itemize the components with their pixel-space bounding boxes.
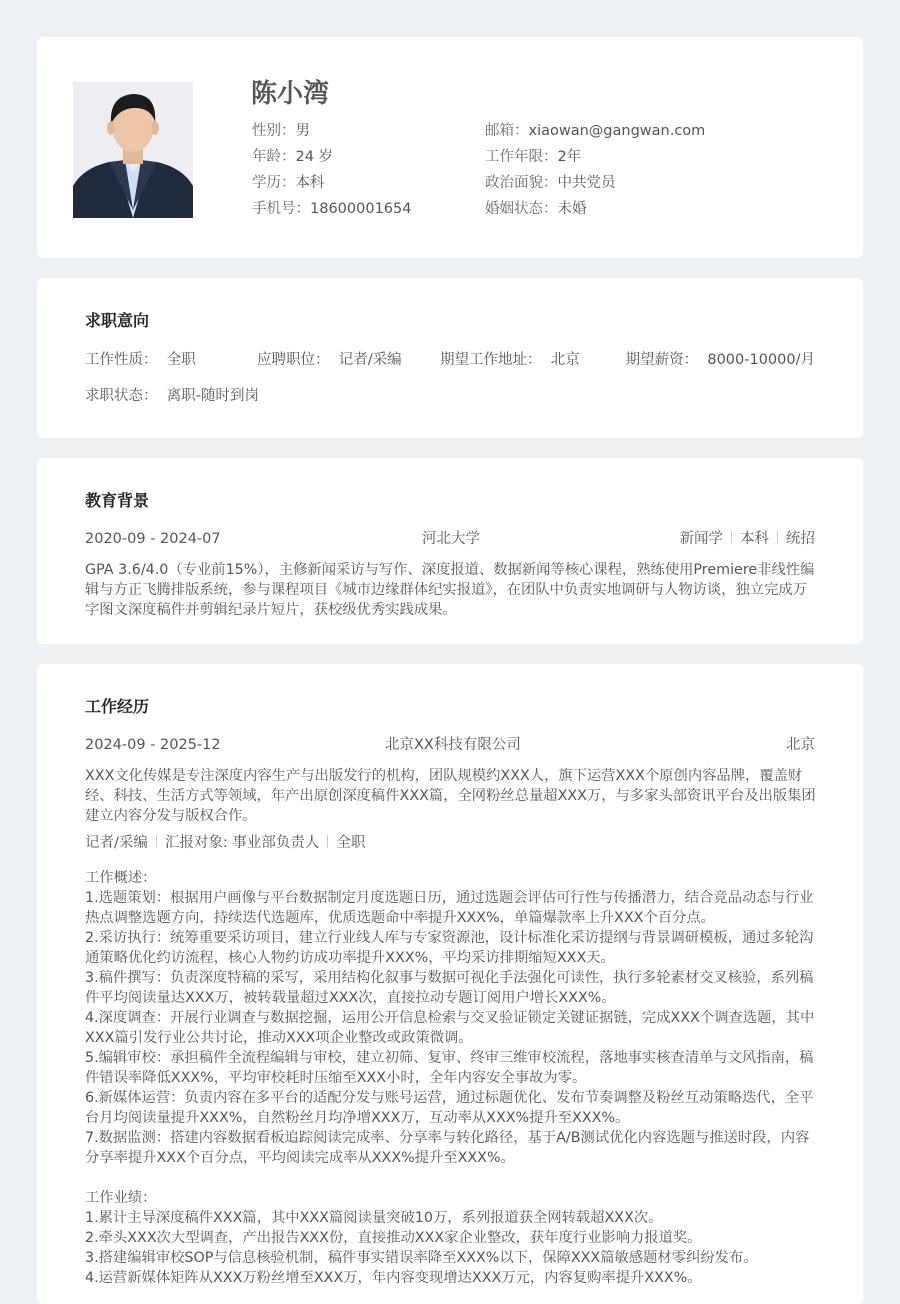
overview-item: 6.新媒体运营：负责内容在多平台的适配分发与账号运营，通过标题优化、发布节奏调整及粉丝互动策略迭代，全平台月均阅读量提升XXX%，自然粉丝月均净增XXX万，互动率从XXX%提升至XXX%。 bbox=[85, 1090, 814, 1126]
achievements-title: 工作业绩： bbox=[85, 1190, 157, 1206]
education-school: 河北大学 bbox=[422, 531, 480, 547]
company-description: XXX文化传媒是专注深度内容生产与出版发行的机构，团队规模约XXX人，旗下运营XXX个原创内容品牌，覆盖财经、科技、生活方式等领域，年产出原创深度稿件XXX篇，全网粉丝总量超XXX万，与多家头部资讯平台及出版集团建立内容分发与版权合作。 bbox=[85, 768, 816, 824]
job-location-field: 期望工作地址： 北京 bbox=[440, 352, 580, 368]
education-degree: 本科 bbox=[740, 531, 769, 547]
work-nature: 全职 bbox=[336, 835, 366, 851]
work-overview bbox=[85, 868, 817, 1288]
section-title-work: 工作经历 bbox=[85, 697, 150, 716]
gender-field: 性别：男 bbox=[252, 123, 310, 139]
work-report: 汇报对象: 事业部负责人 bbox=[164, 835, 320, 851]
achievement-item: 3.搭建编辑审校SOP与信息核验机制，稿件事实错误率降至XXX%以下，保障XXX篇敏感题材零纠纷发布。 bbox=[85, 1250, 758, 1266]
overview-item: 3.稿件撰写：负责深度特稿的采写，采用结构化叙事与数据可视化手法强化可读性，执行多轮素材交叉核验，系列稿件平均阅读量达XXX万，被转载量超过XXX次，直接拉动专题订阅用户增长XXX%。 bbox=[85, 970, 814, 1006]
achievement-item: 1.累计主导深度稿件XXX篇，其中XXX篇阅读量突破10万，系列报道获全网转载超XXX次。 bbox=[85, 1210, 663, 1226]
section-title-intent: 求职意向 bbox=[85, 311, 150, 330]
work-role: 记者/采编 bbox=[85, 835, 148, 851]
achievement-item: 2.牵头XXX次大型调查，产出报告XXX份，直接推动XXX家企业整改，获年度行业影响力报道奖。 bbox=[85, 1230, 702, 1246]
candidate-name: 陈小湾 bbox=[251, 79, 330, 109]
email-field: 邮箱：xiaowan@gangwan.com bbox=[485, 123, 706, 139]
education-period: 2020-09 - 2024-07 bbox=[85, 531, 221, 547]
job-salary-field: 期望薪资： 8000-10000/月 bbox=[625, 352, 815, 368]
education-enroll: 统招 bbox=[786, 531, 815, 547]
job-status-field: 求职状态： 离职-随时到岗 bbox=[85, 388, 259, 404]
work-city: 北京 bbox=[786, 737, 815, 753]
education-card bbox=[37, 458, 863, 644]
education-field: 学历：本科 bbox=[252, 175, 325, 191]
overview-item: 7.数据监测：搭建内容数据看板追踪阅读完成率、分享率与转化路径，基于A/B测试优化内容选题与推送时段，内容分享率提升XXX个百分点，平均阅读完成率从XXX%提升至XXX%。 bbox=[85, 1130, 810, 1166]
work-years-field: 工作年限：2年 bbox=[485, 149, 582, 165]
profile-card bbox=[37, 37, 863, 258]
job-position-field: 应聘职位： 记者/采编 bbox=[257, 352, 402, 368]
job-type-field: 工作性质： 全职 bbox=[85, 352, 196, 368]
marital-field: 婚姻状态：未婚 bbox=[485, 201, 587, 217]
overview-item: 4.深度调查：开展行业调查与数据挖掘，运用公开信息检索与交叉验证锁定关键证据链，完成XXX个调查选题，其中XXX篇引发行业公共讨论，推动XXX项企业整改或政策微调。 bbox=[85, 1010, 815, 1046]
avatar bbox=[73, 82, 193, 218]
overview-title: 工作概述： bbox=[85, 870, 157, 886]
section-title-education: 教育背景 bbox=[85, 491, 150, 510]
work-period: 2024-09 - 2025-12 bbox=[85, 737, 221, 753]
work-experience-card bbox=[37, 664, 863, 1304]
work-tags bbox=[85, 833, 365, 853]
overview-item: 5.编辑审校：承担稿件全流程编辑与审校，建立初筛、复审、终审三维审校流程，落地事实核查清单与文风指南，稿件错误率降低XXX%，平均审校耗时压缩至XXX小时，全年内容安全事故为零。 bbox=[85, 1050, 814, 1086]
phone-field: 手机号：18600001654 bbox=[252, 201, 412, 217]
education-tags bbox=[680, 529, 816, 549]
education-description: GPA 3.6/4.0（专业前15%），主修新闻采访与写作、深度报道、数据新闻等核心课程，熟练使用Premiere非线性编辑与方正飞腾排版系统，参与课程项目《城市边缘群体纪实报道》，在团队中负责实地调研与人物访谈，独立完成万字图文深度稿件并剪辑纪录片短片，获校级优秀实践成果。 bbox=[85, 562, 815, 618]
overview-item: 1.选题策划：根据用户画像与平台数据制定月度选题日历，通过选题会评估可行性与传播潜力，结合竞品动态与行业热点调整选题方向，持续迭代选题库，优质选题命中率提升XXX%，单篇爆款率上升XXX个百分点。 bbox=[85, 890, 814, 926]
politics-field: 政治面貌：中共党员 bbox=[485, 175, 616, 191]
work-company: 北京XX科技有限公司 bbox=[385, 737, 521, 753]
education-major: 新闻学 bbox=[679, 531, 723, 547]
overview-item: 2.采访执行：统筹重要采访项目，建立行业线人库与专家资源池，设计标准化采访提纲与背景调研模板，通过多轮沟通策略优化约访流程，核心人物约访成功率提升XXX%，平均采访排期缩短XXX天。 bbox=[85, 930, 814, 966]
age-field: 年龄：24 岁 bbox=[252, 149, 334, 165]
job-intent-card bbox=[37, 278, 863, 438]
achievement-item: 4.运营新媒体矩阵从XXX万粉丝增至XXX万，年内容变现增达XXX万元，内容复购率提升XXX%。 bbox=[85, 1270, 702, 1286]
